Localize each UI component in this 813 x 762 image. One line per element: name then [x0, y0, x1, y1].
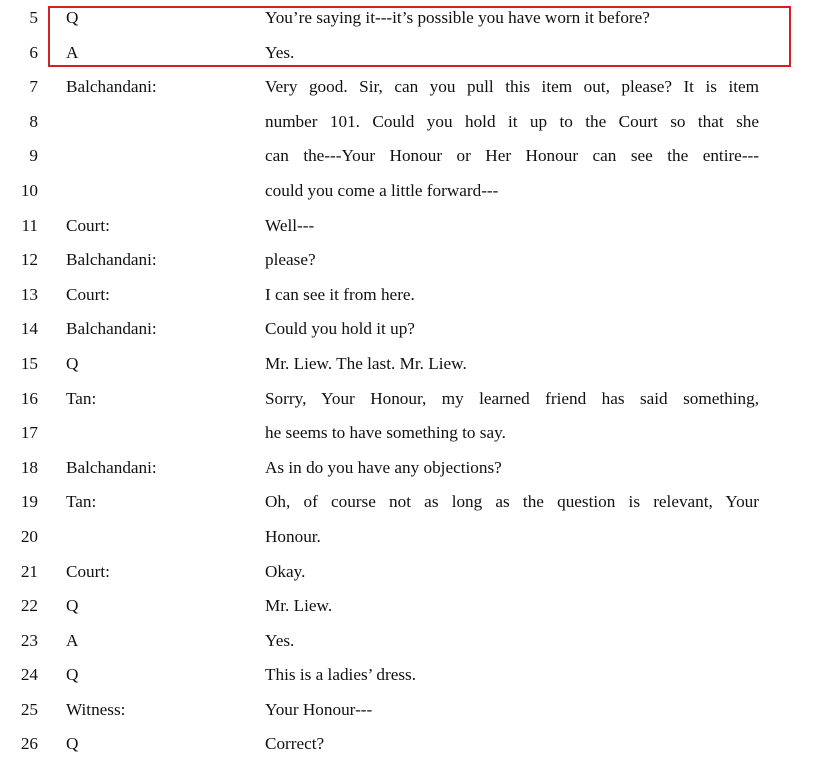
transcript-line	[0, 624, 813, 659]
testimony-text: please?	[265, 250, 316, 270]
speaker-label: Q	[66, 353, 79, 373]
transcript-line	[0, 139, 813, 174]
transcript-line	[0, 105, 813, 140]
line-number: 26	[20, 734, 38, 754]
transcript-line	[0, 382, 813, 417]
speaker-label: A	[66, 630, 79, 650]
speaker-label: Q	[66, 665, 79, 685]
line-number: 12	[20, 250, 38, 270]
line-number: 10	[20, 180, 38, 200]
testimony-text: Correct?	[265, 734, 325, 754]
testimony-text: Mr. Liew.	[265, 596, 333, 616]
line-number: 21	[20, 561, 38, 581]
testimony-text: Honour.	[265, 526, 321, 546]
transcript-line	[0, 70, 813, 105]
testimony-text: I can see it from here.	[265, 284, 415, 304]
speaker-label: Balchandani:	[66, 457, 157, 477]
speaker-label: Q	[66, 8, 79, 27]
line-number: 15	[20, 353, 38, 373]
transcript-line	[0, 485, 813, 520]
transcript-line	[0, 209, 813, 244]
transcript	[0, 1, 813, 762]
speaker-label: A	[66, 42, 79, 62]
transcript-line	[0, 174, 813, 209]
line-number: 20	[20, 526, 38, 546]
speaker-label: Witness:	[66, 699, 126, 719]
line-number: 11	[21, 215, 38, 235]
line-number: 18	[20, 457, 38, 477]
testimony-text: This is a ladies’ dress.	[265, 665, 416, 685]
transcript-line	[0, 520, 813, 555]
speaker-label: Balchandani:	[66, 250, 157, 270]
testimony-text: Okay.	[265, 561, 306, 581]
speaker-label: Q	[66, 734, 79, 754]
line-number: 6	[29, 42, 38, 62]
testimony-text: he seems to have something to say.	[265, 423, 506, 443]
line-number: 17	[20, 423, 38, 443]
line-number: 19	[20, 492, 38, 512]
line-number: 23	[20, 630, 38, 650]
testimony-text: Oh, of course not as long as the question is relevant, Your	[265, 492, 759, 512]
testimony-text: As in do you have any objections?	[265, 457, 502, 477]
transcript-line	[0, 416, 813, 451]
speaker-label: Court:	[66, 215, 110, 235]
transcript-line	[0, 658, 813, 693]
testimony-text: can the---Your Honour or Her Honour can see the entire---	[265, 146, 759, 166]
testimony-text: Yes.	[265, 42, 295, 62]
transcript-line	[0, 243, 813, 278]
testimony-text: number 101. Could you hold it up to the Court so that she	[265, 111, 759, 131]
speaker-label: Tan:	[66, 492, 97, 512]
transcript-line	[0, 727, 813, 762]
testimony-text: Could you hold it up?	[265, 319, 415, 339]
testimony-text: Well---	[265, 215, 315, 235]
testimony-text: Yes.	[265, 630, 295, 650]
transcript-line	[0, 589, 813, 624]
transcript-line	[0, 1, 813, 36]
speaker-label: Balchandani:	[66, 77, 157, 97]
transcript-line	[0, 555, 813, 590]
testimony-text: Very good. Sir, can you pull this item out, please? It is item	[265, 77, 759, 97]
line-number: 25	[20, 699, 38, 719]
testimony-text: Mr. Liew. The last. Mr. Liew.	[265, 353, 467, 373]
line-number: 24	[20, 665, 38, 685]
line-number: 8	[29, 111, 38, 131]
speaker-label: Q	[66, 596, 79, 616]
transcript-line	[0, 36, 813, 71]
speaker-label: Balchandani:	[66, 319, 157, 339]
line-number: 13	[20, 284, 38, 304]
speaker-label: Tan:	[66, 388, 97, 408]
testimony-text: Sorry, Your Honour, my learned friend has said something,	[265, 388, 759, 408]
testimony-text: Your Honour---	[265, 699, 373, 719]
line-number: 5	[29, 8, 38, 27]
line-number: 7	[29, 77, 38, 97]
testimony-text: could you come a little forward---	[265, 180, 499, 200]
transcript-line	[0, 278, 813, 313]
transcript-line	[0, 451, 813, 486]
speaker-label: Court:	[66, 561, 110, 581]
transcript-line	[0, 312, 813, 347]
transcript-line	[0, 347, 813, 382]
testimony-text: You’re saying it---it’s possible you have worn it before?	[265, 8, 650, 27]
line-number: 16	[20, 388, 38, 408]
line-number: 14	[20, 319, 38, 339]
speaker-label: Court:	[66, 284, 110, 304]
line-number: 9	[29, 146, 38, 166]
line-number: 22	[20, 596, 38, 616]
transcript-line	[0, 693, 813, 728]
